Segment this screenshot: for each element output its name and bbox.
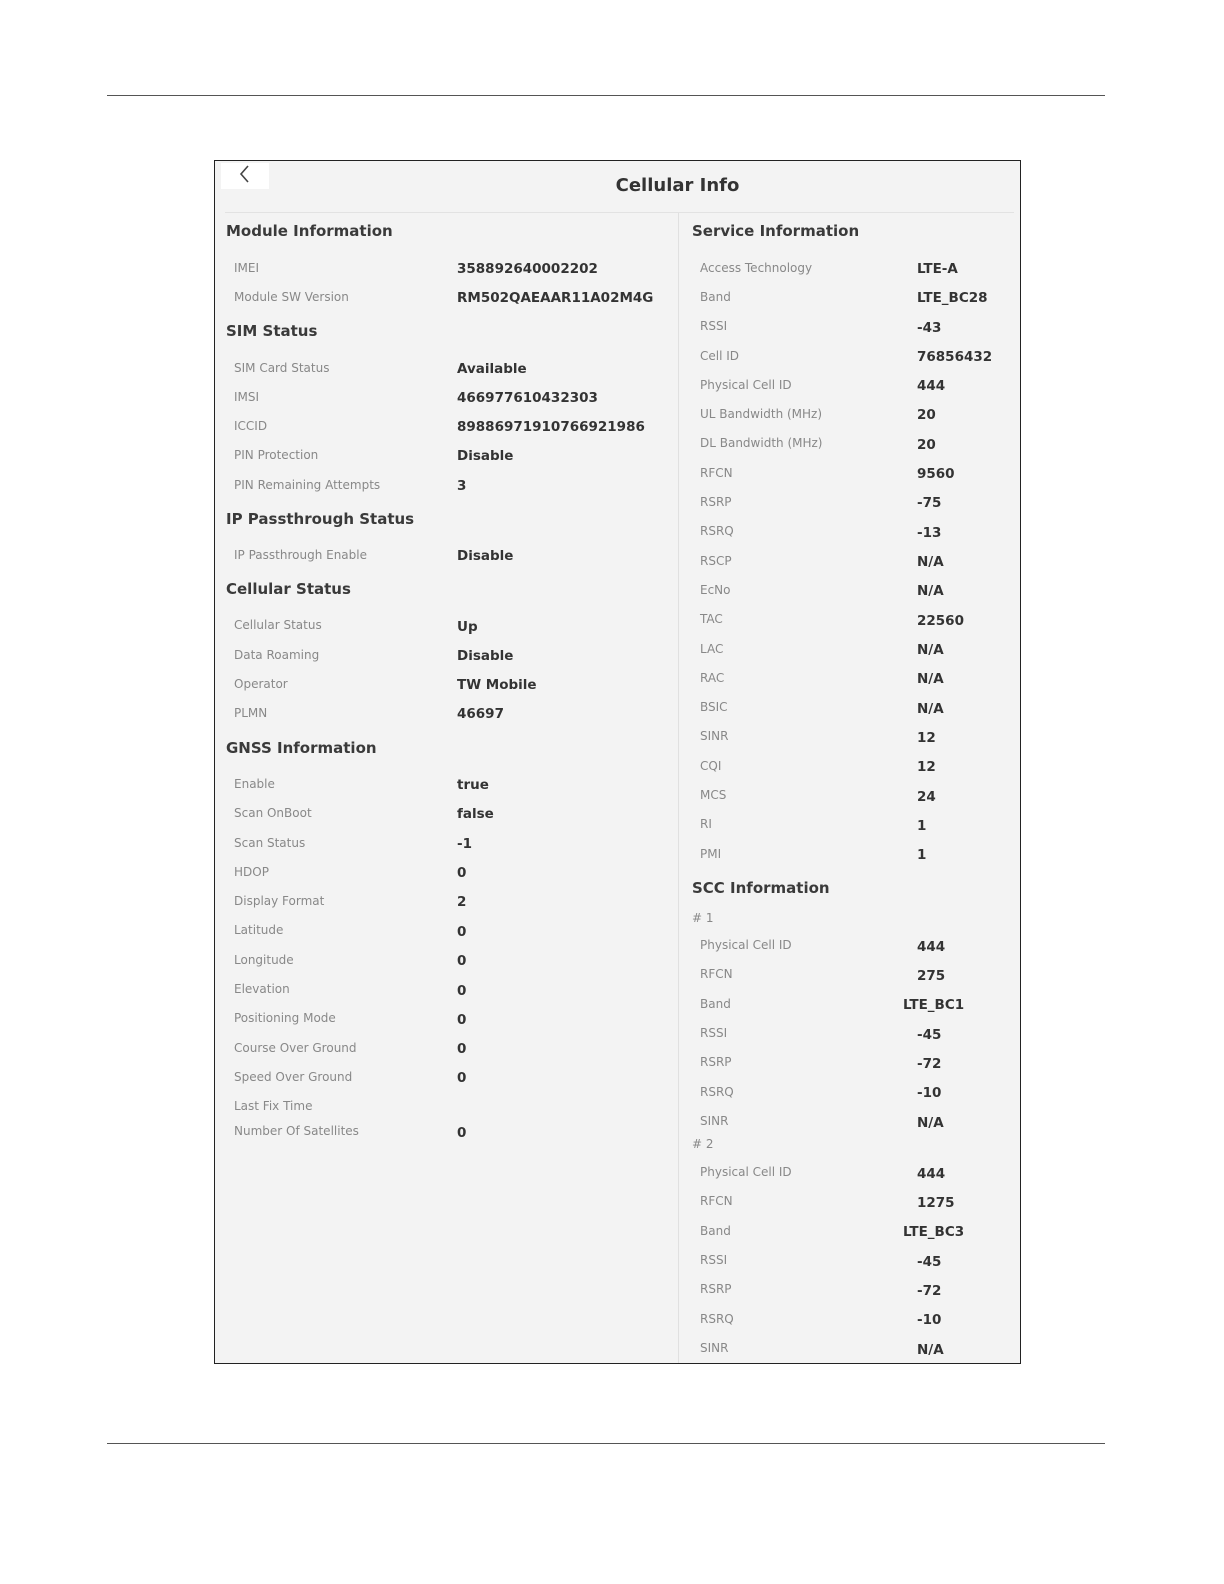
field-value: 1 [917, 818, 927, 834]
field-value: LTE_BC28 [917, 290, 988, 306]
field-value: 444 [917, 1166, 946, 1182]
field-label: Speed Over Ground [234, 1070, 353, 1084]
field-value: Up [457, 619, 478, 635]
field-label: IMEI [234, 261, 260, 275]
cellular-info-panel [214, 160, 1021, 1364]
field-label: Physical Cell ID [700, 1165, 792, 1179]
cellular-status-title: Cellular Status [226, 580, 351, 598]
ip-passthrough-title: IP Passthrough Status [226, 510, 415, 528]
field-value: 466977610432303 [457, 390, 598, 406]
field-value: LTE_BC3 [903, 1224, 965, 1240]
field-value: 1275 [917, 1195, 955, 1211]
field-value: -43 [917, 320, 942, 336]
field-label: Band [700, 997, 731, 1011]
field-value: N/A [917, 701, 944, 717]
field-value: Disable [457, 548, 514, 564]
field-value: N/A [917, 1115, 944, 1131]
field-value: -10 [917, 1085, 942, 1101]
sim-status-title: SIM Status [226, 322, 318, 340]
field-value: Disable [457, 648, 514, 664]
field-label: RFCN [700, 967, 733, 981]
field-label: Module SW Version [234, 290, 349, 304]
field-label: ICCID [234, 419, 268, 433]
field-label: PLMN [234, 706, 268, 720]
field-label: Number Of Satellites [234, 1124, 359, 1138]
field-label: Physical Cell ID [700, 938, 792, 952]
page-footer-rule [107, 1443, 1105, 1444]
field-label: DL Bandwidth (MHz) [700, 436, 823, 450]
field-label: PMI [700, 847, 722, 861]
field-label: Enable [234, 777, 275, 791]
field-value: 0 [457, 924, 467, 940]
field-value: 22560 [917, 613, 964, 629]
field-label: Physical Cell ID [700, 378, 792, 392]
field-label: LAC [700, 642, 724, 656]
field-value: 12 [917, 759, 936, 775]
field-value: N/A [917, 554, 944, 570]
field-label: TAC [700, 612, 723, 626]
title-divider [225, 212, 1014, 213]
field-value: 0 [457, 1012, 467, 1028]
field-label: Longitude [234, 953, 294, 967]
field-value: -13 [917, 525, 942, 541]
field-value: -72 [917, 1056, 942, 1072]
field-value: 24 [917, 789, 936, 805]
scc-information-title: SCC Information [692, 879, 830, 897]
field-label: SINR [700, 729, 729, 743]
field-value: 9560 [917, 466, 955, 482]
field-value: 20 [917, 437, 936, 453]
field-label: Band [700, 290, 731, 304]
page-header-rule [107, 95, 1105, 96]
field-value: 12 [917, 730, 936, 746]
field-label: Course Over Ground [234, 1041, 357, 1055]
field-label: Band [700, 1224, 731, 1238]
field-value: 2 [457, 894, 467, 910]
field-value: 0 [457, 953, 467, 969]
field-label: PIN Protection [234, 448, 319, 462]
scc-group-heading: # 1 [692, 911, 714, 925]
field-value: 0 [457, 1070, 467, 1086]
field-label: Scan Status [234, 836, 306, 850]
field-label: Positioning Mode [234, 1011, 336, 1025]
field-label: RSCP [700, 554, 732, 568]
field-value: 0 [457, 1125, 467, 1141]
field-value: 0 [457, 983, 467, 999]
field-value: Available [457, 361, 527, 377]
field-label: RSRP [700, 1055, 732, 1069]
scc-group-heading: # 2 [692, 1137, 714, 1151]
field-value: -1 [457, 836, 472, 852]
field-value: 444 [917, 939, 946, 955]
field-value: true [457, 777, 489, 793]
column-divider [678, 213, 679, 1363]
field-label: Elevation [234, 982, 290, 996]
field-value: 76856432 [917, 349, 993, 365]
field-label: RFCN [700, 1194, 733, 1208]
field-value: 275 [917, 968, 946, 984]
field-value: N/A [917, 1342, 944, 1358]
page-title: Cellular Info [615, 175, 740, 196]
module-information-title: Module Information [226, 222, 393, 240]
field-label: Scan OnBoot [234, 806, 312, 820]
field-value: LTE-A [917, 261, 958, 277]
field-value: N/A [917, 583, 944, 599]
field-value: 0 [457, 865, 467, 881]
field-value: -75 [917, 495, 942, 511]
field-label: Operator [234, 677, 288, 691]
field-label: RSSI [700, 319, 728, 333]
field-label: RAC [700, 671, 725, 685]
field-label: RSRQ [700, 524, 734, 538]
field-label: Access Technology [700, 261, 813, 275]
field-value: N/A [917, 642, 944, 658]
field-value: TW Mobile [457, 677, 537, 693]
service-information-title: Service Information [692, 222, 860, 240]
field-label: RSSI [700, 1026, 728, 1040]
field-label: SINR [700, 1114, 729, 1128]
field-value: false [457, 806, 494, 822]
field-label: RI [700, 817, 712, 831]
field-value: Disable [457, 448, 514, 464]
field-label: SIM Card Status [234, 361, 330, 375]
field-label: Data Roaming [234, 648, 320, 662]
field-label: EcNo [700, 583, 731, 597]
field-value: 444 [917, 378, 946, 394]
field-label: SINR [700, 1341, 729, 1355]
field-label: RSRQ [700, 1085, 734, 1099]
field-label: Cellular Status [234, 618, 322, 632]
field-value: 46697 [457, 706, 504, 722]
field-label: BSIC [700, 700, 728, 714]
field-label: UL Bandwidth (MHz) [700, 407, 823, 421]
field-value: 358892640002202 [457, 261, 598, 277]
field-value: -72 [917, 1283, 942, 1299]
field-label: PIN Remaining Attempts [234, 478, 381, 492]
field-label: Last Fix Time [234, 1099, 313, 1113]
field-value: -45 [917, 1254, 942, 1270]
field-value: 20 [917, 407, 936, 423]
field-value: 0 [457, 1041, 467, 1057]
field-value: RM502QAEAAR11A02M4G [457, 290, 654, 306]
field-label: Display Format [234, 894, 325, 908]
field-label: RSSI [700, 1253, 728, 1267]
field-value: LTE_BC1 [903, 997, 965, 1013]
field-label: CQI [700, 759, 722, 773]
field-label: RSRP [700, 1282, 732, 1296]
field-value: -10 [917, 1312, 942, 1328]
field-label: MCS [700, 788, 727, 802]
field-label: Latitude [234, 923, 284, 937]
field-label: RSRP [700, 495, 732, 509]
field-label: RSRQ [700, 1312, 734, 1326]
field-label: IP Passthrough Enable [234, 548, 367, 562]
field-label: RFCN [700, 466, 733, 480]
field-value: -45 [917, 1027, 942, 1043]
field-value: 1 [917, 847, 927, 863]
field-label: Cell ID [700, 349, 740, 363]
field-label: HDOP [234, 865, 269, 879]
field-value: 3 [457, 478, 467, 494]
field-value: 89886971910766921986 [457, 419, 645, 435]
field-value: N/A [917, 671, 944, 687]
field-label: IMSI [234, 390, 260, 404]
gnss-information-title: GNSS Information [226, 739, 377, 757]
